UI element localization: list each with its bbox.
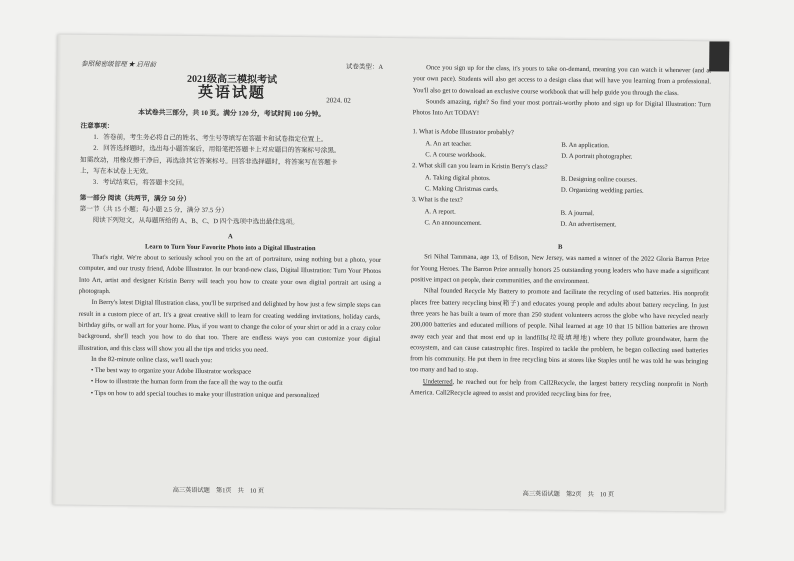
passage-a-bullet: • Tips on how to add special touches to make your illustration unique and personalized bbox=[90, 389, 320, 399]
exam-sheet bbox=[53, 34, 730, 511]
passage-a-paragraph: In the 82-minute online class, we'll teach you: bbox=[91, 355, 213, 364]
question-stem: 1. What is Adobe Illustrator probably? bbox=[412, 128, 514, 137]
passage-a-continued: Once you sign up for the class, it's yours to take on-demand, meaning you can watch it whenever (and at your own pace). Students will also get access to a design class that will have you learning from a professional. You'll also get to download an exclusive course workbook that will help guide you through the class. bbox=[412, 64, 712, 97]
paper-type: 试卷类型：A bbox=[345, 63, 384, 71]
passage-a-bullet: • The best way to organize your Adobe Illustrator workspace bbox=[90, 366, 252, 376]
passage-a-bullet: • How to illustrate the human form from the face all the way to the outfit bbox=[90, 378, 283, 388]
dark-corner bbox=[709, 41, 729, 71]
part1-heading: 第一部分 阅读（共两节，满分 50 分） bbox=[79, 194, 191, 203]
passage-a-title: Learn to Turn Your Favorite Photo into a Digital Illustration bbox=[144, 243, 316, 253]
passage-b-paragraph-last bbox=[410, 376, 708, 402]
instruction-item: 2．回答选择题时，选出每小题答案后，用铅笔把答题卡上对应题目的答案标号涂黑。 bbox=[93, 145, 341, 155]
footer-left: 高三英语试题 第1页 共 10 页 bbox=[172, 486, 265, 495]
part1-instruction: 阅读下列短文，从每题所给的 A、B、C、D 四个选项中选出最佳选项。 bbox=[92, 217, 299, 227]
option: B. A journal. bbox=[560, 209, 595, 217]
question-options bbox=[411, 217, 709, 231]
option: C. Making Christmas cards. bbox=[424, 185, 499, 194]
question-stem: 3. What is the text? bbox=[411, 196, 463, 205]
instruction-item: 上，写在本试卷上无效。 bbox=[80, 167, 153, 176]
right-column bbox=[410, 62, 712, 401]
option: D. An advertisement. bbox=[560, 220, 617, 229]
passage-a-continued: Sounds amazing, right? So find your most portrait-worthy photo and sign up for Digital Illustration: Turn Photos Into Art TODAY! bbox=[412, 98, 711, 118]
option: D. Organizing wedding parties. bbox=[560, 186, 644, 195]
top-line bbox=[81, 59, 383, 73]
option: A. An art teacher. bbox=[425, 140, 472, 148]
question-stem: 2. What skill can you learn in Kristin Berry's class? bbox=[412, 162, 548, 172]
option: B. An application. bbox=[561, 141, 610, 150]
subject-title-row bbox=[81, 84, 383, 109]
left-column bbox=[78, 59, 384, 402]
exam-title: 2021级高三模拟考试 bbox=[186, 74, 278, 87]
exam-date: 2024. 02 bbox=[326, 95, 351, 105]
subject-title: 英语试题 bbox=[197, 84, 266, 102]
option: A. A report. bbox=[424, 207, 456, 216]
passage-b-label: B bbox=[558, 243, 563, 251]
instruction-item: 3．考试结束后，将答题卡交回。 bbox=[92, 179, 189, 188]
passage-a-label: A bbox=[227, 232, 233, 240]
underlined-word: Undeterred bbox=[422, 378, 453, 386]
part1-section: 第一节（共 15 小题；每小题 2.5 分，满分 37.5 分） bbox=[79, 205, 229, 215]
passage-a-paragraph: In Berry's latest Digital Illustration class, you'll be surprised and delighted by how just a few simple steps can result in a custom piece of art. It's a great creative skill to learn for creating wedding invitations, holiday cards, birthday gifts, or wall art for your home. Plus, if you want to change the color of your shirt or add in a crazy color background, she'll teach you how to do that too. There are endless ways you can customize your digital illustration, and this class will show you all the tips and tricks you need. bbox=[78, 299, 381, 354]
footer-right: 高三英语试题 第2页 共 10 页 bbox=[522, 490, 614, 499]
paper-note: 本试卷共三部分，共 10 页。满分 120 分，考试时间 100 分钟。 bbox=[138, 108, 326, 118]
instruction-item: 1．答卷前，考生务必将自己的姓名、考生号等填写在答题卡和试卷指定位置上。 bbox=[93, 134, 328, 144]
option: B. Designing online courses. bbox=[560, 175, 638, 184]
option: C. An announcement. bbox=[424, 219, 482, 227]
option: D. A portrait photographer. bbox=[561, 152, 633, 161]
option: C. A course workbook. bbox=[425, 151, 486, 160]
instruction-item: 如需改动，用橡皮擦干净后，再选涂其它答案标号。回答非选择题时，将答案写在答题卡 bbox=[80, 156, 338, 167]
instructions-heading: 注意事项： bbox=[80, 122, 114, 130]
secret-label: 参照秘密级管理 ★ 启用前 bbox=[81, 60, 156, 69]
passage-b-paragraph: Nihal founded Recycle My Battery to promote and facilitate the recycling of used batteries. His nonprofit places free battery recycling bins(箱子) and educates young people and adults about battery recycling. In just three years he has built a team of more than 250 student volunteers across the globe who have recycled nearly 200,000 batteries and educated millions of people. Nihal learned at age 10 that 15 billion batteries are thrown away each year and that most end up in landfills(垃圾填埋地) where they pollute groundwater, harm the ecosystem, and can cause catastrophic fires. Inspired to tackle the problem, he began collecting used batteries from his community. He put them in free recycling bins at stores like Staples until he was told he was bringing too many and had to stop. bbox=[409, 287, 709, 375]
passage-b-paragraph: Sri Nihal Tammana, age 13, of Edison, New Jersey, was named a winner of the 2022 Gloria Barron Prize for Young Heroes. The Barron Prize annually honors 25 outstanding young leaders who have made a significant positive impact on people, their communities, and the environment. bbox=[410, 253, 710, 286]
option: A. Taking digital photos. bbox=[424, 174, 491, 182]
passage-b-last-text: , he reached out for help from Call2Recycle, the largest battery recycling nonprofit in North America. Call2Recycle agreed to assist and provided recycling bins for free, bbox=[409, 378, 708, 399]
passage-a-paragraph: That's right. We're about to seriously school you on the art of portraiture, using nothing but a photo, your computer, and our trusty friend, Adobe Illustrator. In our brand-new class, Digital Illustration: Turn Your Photos Into Art, artist and designer Kristin Berry will teach you how to create your own digital portrait art using a photograph. bbox=[78, 254, 382, 296]
